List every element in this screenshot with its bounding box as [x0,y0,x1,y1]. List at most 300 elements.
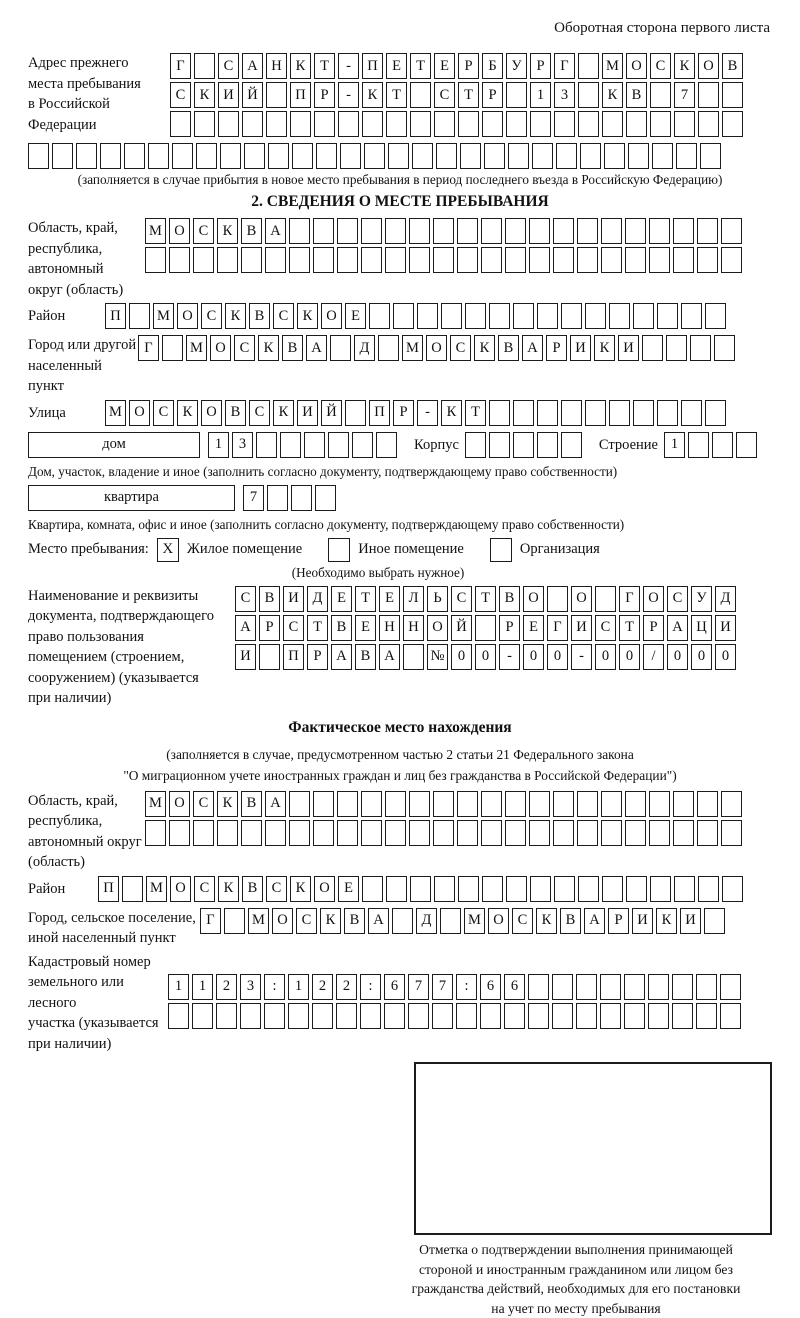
char-cell [169,247,190,273]
char-cell [649,247,670,273]
char-cell [434,876,455,902]
char-cell [513,432,534,458]
label-line: сооружением) (указывается [28,668,235,689]
stamp-note [380,1240,772,1318]
char-cell: И [570,335,591,361]
char-cell: Г [200,908,221,934]
char-cell [609,303,630,329]
char-cell: Е [338,876,359,902]
char-cell: А [584,908,605,934]
char-cell [506,111,527,137]
char-cell: С [595,615,616,641]
label-line: Город или другой [28,335,138,356]
char-cell [313,791,334,817]
char-cell: С [193,218,214,244]
label-line: Кадастровый номер [28,952,168,973]
char-cell [554,876,575,902]
char-cell [648,1003,669,1029]
char-cell [217,247,238,273]
char-cell [561,400,582,426]
char-cell: С [266,876,287,902]
char-cell: И [632,908,653,934]
char-cell: М [146,876,167,902]
char-cell: К [602,82,623,108]
char-cell: К [674,53,695,79]
char-cell [192,1003,213,1029]
char-cell [313,247,334,273]
char-cell: Д [416,908,437,934]
label-line: Область, край, [28,218,145,239]
char-cell [624,974,645,1000]
char-cell [265,820,286,846]
prev-address-row-3 [170,111,746,137]
char-cell: 0 [691,644,712,670]
char-cell: В [499,586,520,612]
char-cell [76,143,97,169]
char-cell [172,143,193,169]
char-cell [481,791,502,817]
kadastr-cells [168,952,744,1032]
char-cell [529,791,550,817]
factual-gorod-block [28,908,772,949]
char-cell: К [273,400,294,426]
label-line: иной населенный пункт [28,928,200,949]
char-cell [633,400,654,426]
prev-address-row-4 [28,143,772,169]
char-cell [704,908,725,934]
page-side-note: Оборотная сторона первого листа [28,20,770,37]
dom-number-row [208,432,400,458]
char-cell [696,974,717,1000]
char-cell: Й [451,615,472,641]
char-cell [267,485,288,511]
char-cell [650,82,671,108]
char-cell [625,791,646,817]
char-cell [385,247,406,273]
char-cell: В [259,586,280,612]
kadastr-label [28,952,168,1055]
char-cell: Р [482,82,503,108]
char-cell: О [314,876,335,902]
char-cell: К [441,400,462,426]
char-cell: Д [715,586,736,612]
char-cell: Т [355,586,376,612]
char-cell: № [427,644,448,670]
char-cell: 2 [312,974,333,1000]
char-cell [433,247,454,273]
char-cell: И [571,615,592,641]
char-cell [698,82,719,108]
char-cell [506,876,527,902]
char-cell [529,820,550,846]
char-cell: Т [458,82,479,108]
char-cell [259,644,280,670]
char-cell [364,143,385,169]
char-cell [52,143,73,169]
char-cell: И [618,335,639,361]
char-cell: А [265,791,286,817]
label-line: Область, край, [28,791,145,812]
char-cell: О [427,615,448,641]
char-cell [408,1003,429,1029]
char-cell [291,485,312,511]
label-line: стороной и иностранным гражданином или лицом без [380,1260,772,1280]
raion-block [28,303,772,332]
char-cell [577,820,598,846]
char-cell [361,820,382,846]
char-cell [403,644,424,670]
label-line: Отметка о подтверждении выполнения принимающей [380,1240,772,1260]
char-cell [720,974,741,1000]
char-cell: С [193,791,214,817]
char-cell [362,876,383,902]
label-line: на учет по месту пребывания [380,1299,772,1318]
char-cell [649,820,670,846]
char-cell: И [218,82,239,108]
factual-raion-row [98,876,746,902]
char-cell [409,820,430,846]
char-cell [386,876,407,902]
document-cells [235,586,739,673]
label-line: Федерации [28,115,170,136]
char-cell: С [273,303,294,329]
char-cell: О [643,586,664,612]
char-cell: С [153,400,174,426]
char-cell: Т [307,615,328,641]
char-cell: 3 [240,974,261,1000]
char-cell [601,820,622,846]
char-cell [216,1003,237,1029]
char-cell [649,791,670,817]
factual-title: Фактическое место нахождения [28,719,772,737]
char-cell [100,143,121,169]
char-cell: К [297,303,318,329]
factual-gorod-row [200,908,728,934]
char-cell [410,876,431,902]
char-cell: К [225,303,246,329]
char-cell [672,974,693,1000]
char-cell [712,432,733,458]
char-cell [480,1003,501,1029]
char-cell: Е [345,303,366,329]
char-cell [674,876,695,902]
stroenie-row [664,432,760,458]
mesto-block [28,538,772,562]
char-cell: 1 [192,974,213,1000]
char-cell [552,1003,573,1029]
label-line: в Российской [28,94,170,115]
char-cell: Н [403,615,424,641]
prev-address-row-2 [170,82,746,108]
label-line: республика, [28,239,145,260]
char-cell [376,432,397,458]
char-cell [482,876,503,902]
dom-box-label: дом [28,432,200,458]
char-cell [722,111,743,137]
char-cell: Н [266,53,287,79]
char-cell: 1 [530,82,551,108]
char-cell [361,218,382,244]
char-cell [266,111,287,137]
char-cell [626,111,647,137]
label-line: округ (область) [28,280,145,301]
option-inoe-label: Иное помещение [358,541,464,558]
char-cell [336,1003,357,1029]
char-cell [649,218,670,244]
korpus-row [465,432,585,458]
char-cell [529,218,550,244]
char-cell [280,432,301,458]
char-cell: С [296,908,317,934]
char-cell [170,111,191,137]
char-cell: Р [643,615,664,641]
char-cell: К [218,876,239,902]
char-cell [508,143,529,169]
char-cell [316,143,337,169]
char-cell [513,400,534,426]
char-cell [489,400,510,426]
char-cell: Б [482,53,503,79]
label-line: при наличии) [28,1034,168,1055]
char-cell: А [368,908,389,934]
char-cell: К [474,335,495,361]
kvartira-block [28,485,772,514]
label-line: автономный [28,259,145,280]
char-cell: Т [410,53,431,79]
char-cell: В [225,400,246,426]
ulica-block [28,400,772,429]
char-cell [268,143,289,169]
char-cell: О [321,303,342,329]
char-cell [457,247,478,273]
oblast-row-2 [145,247,745,273]
char-cell: К [217,791,238,817]
char-cell: 3 [232,432,253,458]
char-cell: / [643,644,664,670]
char-cell [722,82,743,108]
char-cell [625,247,646,273]
char-cell [580,143,601,169]
char-cell [456,1003,477,1029]
label-line: (область) [28,852,145,873]
char-cell [721,791,742,817]
char-cell [340,143,361,169]
char-cell: К [320,908,341,934]
char-cell: И [680,908,701,934]
stroenie-label: Строение [599,432,658,458]
char-cell [561,432,582,458]
char-cell: Е [379,586,400,612]
char-cell [361,791,382,817]
char-cell [697,247,718,273]
char-cell [475,615,496,641]
ulica-label: Улица [28,400,105,426]
oblast-cells [145,218,745,276]
char-cell [412,143,433,169]
char-cell: 0 [475,644,496,670]
char-cell [441,303,462,329]
char-cell [553,218,574,244]
char-cell [576,974,597,1000]
char-cell: Д [307,586,328,612]
char-cell [576,1003,597,1029]
char-cell: М [464,908,485,934]
section2-title: 2. СВЕДЕНИЯ О МЕСТЕ ПРЕБЫВАНИЯ [28,193,772,211]
char-cell [361,247,382,273]
oblast-block [28,218,772,300]
char-cell [409,218,430,244]
char-cell: 1 [168,974,189,1000]
char-cell: Р [393,400,414,426]
char-cell: М [105,400,126,426]
char-cell [721,820,742,846]
char-cell: Г [547,615,568,641]
char-cell [465,432,486,458]
char-cell: 2 [336,974,357,1000]
char-cell: Е [355,615,376,641]
char-cell [577,218,598,244]
char-cell [700,143,721,169]
char-cell: О [170,876,191,902]
char-cell [241,820,262,846]
char-cell [330,335,351,361]
prev-address-note: (заполняется в случае прибытия в новое место пребывания в период последнего въезда в Российскую Федерацию) [28,172,772,188]
char-cell [537,400,558,426]
char-cell: В [355,644,376,670]
char-cell: С [283,615,304,641]
char-cell: О [272,908,293,934]
char-cell: А [522,335,543,361]
char-cell [433,218,454,244]
char-cell: П [105,303,126,329]
char-cell [288,1003,309,1029]
char-cell: О [488,908,509,934]
char-cell: М [153,303,174,329]
char-cell: Й [242,82,263,108]
checkbox-inoe [328,538,350,562]
char-cell: А [265,218,286,244]
label-line: Адрес прежнего [28,53,170,74]
char-cell [433,791,454,817]
char-cell [168,1003,189,1029]
char-cell [224,908,245,934]
char-cell: А [306,335,327,361]
document-label [28,586,235,709]
char-cell [378,335,399,361]
gorod-row [138,335,738,361]
char-cell [504,1003,525,1029]
char-cell: 0 [715,644,736,670]
char-cell [595,586,616,612]
factual-note-1: (заполняется в случае, предусмотренном частью 2 статьи 21 Федерального закона [28,745,772,764]
char-cell [193,247,214,273]
char-cell [530,876,551,902]
char-cell: К [594,335,615,361]
char-cell: М [145,791,166,817]
label-line: населенный пункт [28,356,138,397]
char-cell [289,247,310,273]
char-cell [666,335,687,361]
char-cell: А [379,644,400,670]
raion-row [105,303,729,329]
char-cell [220,143,241,169]
label-line: участка (указывается [28,1013,168,1034]
char-cell [604,143,625,169]
label-line: документа, подтверждающего [28,606,235,627]
char-cell: - [338,82,359,108]
char-cell: В [241,218,262,244]
char-cell [600,974,621,1000]
char-cell [561,303,582,329]
char-cell [698,876,719,902]
char-cell [169,820,190,846]
mesto-label: Место пребывания: [28,541,149,558]
char-cell [673,218,694,244]
char-cell: М [145,218,166,244]
char-cell: Е [386,53,407,79]
char-cell [458,111,479,137]
char-cell [676,143,697,169]
char-cell [193,820,214,846]
label-line: республика, [28,811,145,832]
char-cell [505,791,526,817]
char-cell: Н [379,615,400,641]
char-cell: О [698,53,719,79]
factual-oblast-label [28,791,145,873]
char-cell: О [571,586,592,612]
char-cell [650,876,671,902]
char-cell [481,218,502,244]
char-cell [392,908,413,934]
char-cell: К [290,876,311,902]
factual-oblast-block [28,791,772,873]
char-cell [489,432,510,458]
char-cell: 0 [619,644,640,670]
char-cell: М [248,908,269,934]
char-cell [409,247,430,273]
char-cell [648,974,669,1000]
registration-mark-box [414,1062,772,1235]
char-cell [266,82,287,108]
char-cell: К [536,908,557,934]
char-cell: Е [434,53,455,79]
char-cell [697,791,718,817]
char-cell [721,218,742,244]
char-cell: Р [314,82,335,108]
char-cell: 3 [554,82,575,108]
char-cell [148,143,169,169]
factual-raion-label: Район [28,876,98,902]
char-cell [600,1003,621,1029]
char-cell: И [235,644,256,670]
prev-address-block [28,53,772,140]
char-cell: П [290,82,311,108]
char-cell [506,82,527,108]
document-block [28,586,772,709]
gorod-block [28,335,772,397]
char-cell [547,586,568,612]
char-cell: 7 [674,82,695,108]
char-cell: 6 [504,974,525,1000]
char-cell [553,820,574,846]
char-cell [481,820,502,846]
char-cell [362,111,383,137]
kadastr-row-2 [168,1003,744,1029]
char-cell [554,111,575,137]
char-cell [505,218,526,244]
stamp-area [28,1062,772,1318]
char-cell [625,218,646,244]
